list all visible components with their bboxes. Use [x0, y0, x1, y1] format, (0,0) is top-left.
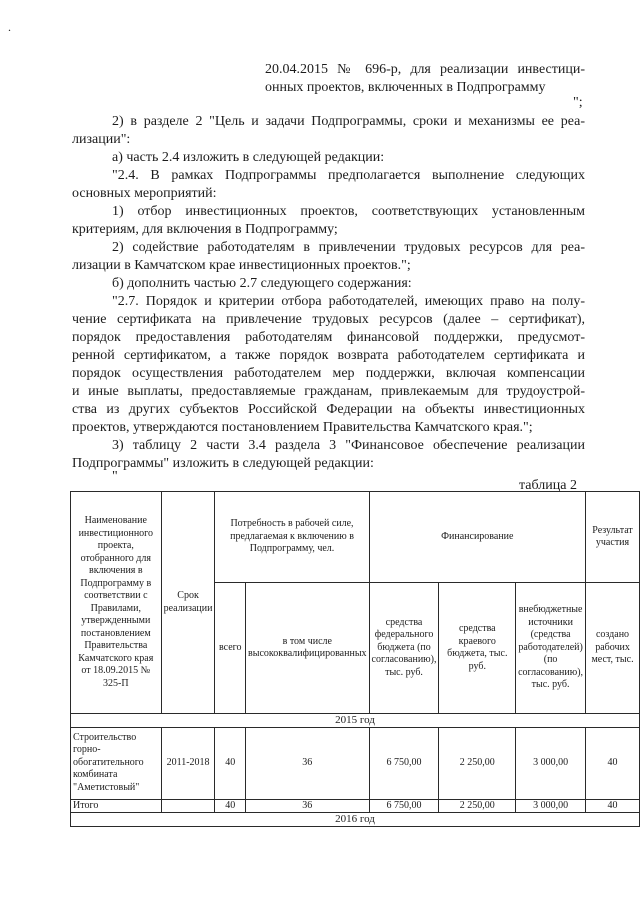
cell-jobs: 40 [586, 727, 640, 799]
table-label: таблица 2 [519, 478, 577, 493]
header-term: Срок реализации [161, 492, 215, 714]
year-row-2016: 2016 год [71, 813, 640, 827]
closing-quote: "; [573, 95, 583, 110]
cell-total: 40 [215, 727, 246, 799]
header-result: Результат участия [586, 492, 640, 583]
total-label: Итого [71, 799, 162, 813]
financing-table [70, 491, 640, 827]
header-extrabudgetary: внебюджетные источники (средства работодателей) (по согласованию), тыс. руб. [516, 583, 586, 714]
year-row-2015: 2015 год [71, 714, 640, 728]
header-total: всего [215, 583, 246, 714]
text-line: "2.7. Порядок и критерии отбора работодателей, имеющих право на полу- [112, 294, 585, 309]
text-line: и иные выплаты, предоставляемые гражданам, привлекаемым для трудоустрой- [72, 384, 585, 399]
header-highly-qualified: в том числе высококвалифицированных [246, 583, 370, 714]
corner-mark: . [8, 20, 11, 34]
text-line: б) дополнить частью 2.7 следующего содержания: [112, 276, 412, 291]
text-line: лизации": [72, 132, 131, 147]
cell-term: 2011-2018 [161, 727, 215, 799]
cell-extra: 3 000,00 [516, 727, 586, 799]
total-term [161, 799, 215, 813]
header-federal-budget: средства федерального бюджета (по согласованию), тыс. руб. [369, 583, 439, 714]
header-regional-budget: средства краевого бюджета, тыс. руб. [439, 583, 516, 714]
total-federal: 6 750,00 [369, 799, 439, 813]
text-line: онных проектов, включенных в Подпрограмму [265, 80, 546, 95]
header-financing: Финансирование [369, 492, 586, 583]
text-line: 3) таблицу 2 части 3.4 раздела 3 "Финансовое обеспечение реализации [112, 438, 585, 453]
text-line: Подпрограммы" изложить в следующей редакции: [72, 456, 374, 471]
header-labor-need: Потребность в рабочей силе, предлагаемая к включению в Подпрограмму, чел. [215, 492, 369, 583]
text-line: проектов, утверждаются постановлением Правительства Камчатского края."; [72, 420, 533, 435]
total-jobs: 40 [586, 799, 640, 813]
total-total: 40 [215, 799, 246, 813]
text-line: ства из других субъектов Российской Федерации на объекты инвестиционных [72, 402, 585, 417]
cell-project-name: Строительство горно-обогатительного комбината "Аметистовый" [71, 727, 162, 799]
text-line: 2) содействие работодателям в привлечении трудовых ресурсов для реа- [112, 240, 585, 255]
text-line: ренной сертификатом, а также порядок возврата работодателем сертификата и [72, 348, 585, 363]
header-project: Наименование инвестиционного проекта, отобранного для включения в Подпрограмму в соответствии с Правилами, утвержденными постановлением Правительства Камчатского края от 18.09.2015 № 325-П [71, 492, 162, 714]
cell-qualified: 36 [246, 727, 370, 799]
header-jobs-created: создано рабочих мест, тыс. [586, 583, 640, 714]
cell-federal: 6 750,00 [369, 727, 439, 799]
text-line: порядок предоставления работодателям финансовой поддержки, предусмот- [72, 330, 585, 345]
text-line: основных мероприятий: [72, 186, 217, 201]
total-regional: 2 250,00 [439, 799, 516, 813]
text-line: чение сертификата на привлечение трудовых ресурсов (далее – сертификат), [72, 312, 585, 327]
text-line: а) часть 2.4 изложить в следующей редакции: [112, 150, 385, 165]
text-line: 1) отбор инвестиционных проектов, соответствующих установленным [112, 204, 585, 219]
opening-quote: " [112, 469, 118, 484]
cell-regional: 2 250,00 [439, 727, 516, 799]
total-qualified: 36 [246, 799, 370, 813]
text-line: "2.4. В рамках Подпрограммы предполагается выполнение следующих [112, 168, 585, 183]
text-line: порядок осуществления работодателем мер поддержки, включая компенсации [72, 366, 585, 381]
text-line: критериям, для включения в Подпрограмму; [72, 222, 338, 237]
total-extra: 3 000,00 [516, 799, 586, 813]
text-line: 20.04.2015 № 696-р, для реализации инвестици- [265, 62, 585, 77]
text-line: 2) в разделе 2 "Цель и задачи Подпрограммы, сроки и механизмы ее реа- [112, 114, 585, 129]
text-line: лизации в Камчатском крае инвестиционных проектов."; [72, 258, 411, 273]
